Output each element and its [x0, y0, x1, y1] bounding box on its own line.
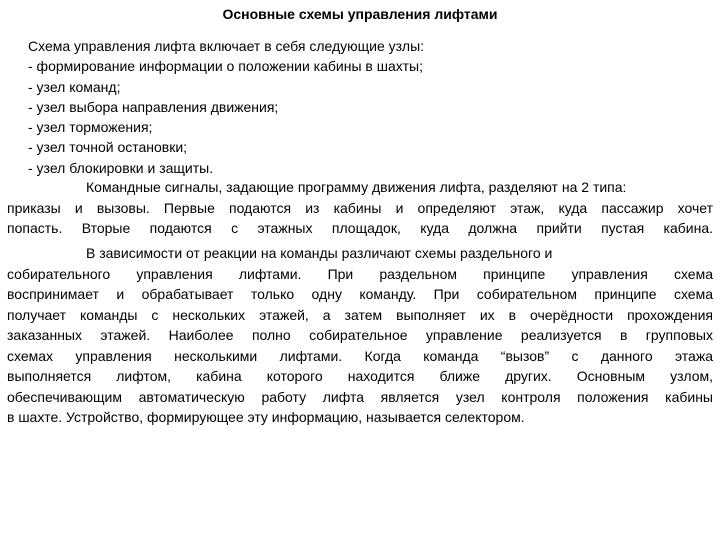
page-title: Основные схемы управления лифтами: [222, 6, 498, 22]
components-list: [28, 36, 708, 178]
paragraph-line: выполняется лифтом, кабина которого находится ближе других. Основным узлом,: [7, 368, 713, 384]
list-intro: Схема управления лифта включает в себя следующие узлы:: [28, 38, 425, 54]
paragraph-control-schemes: [7, 243, 713, 428]
list-item: - узел команд;: [28, 78, 121, 95]
paragraph-line: обеспечивающим автоматическую работу лифта является узел контроля положения кабины: [7, 388, 713, 405]
paragraph-line: попасть. Вторые подаются с этажных площадок, куда должна прийти пустая кабина.: [7, 220, 713, 236]
paragraph-line: В зависимости от реакции на команды различают схемы раздельного и: [86, 245, 553, 261]
paragraph-line: воспринимает и обрабатывает только одну команду. При собирательном принципе схема: [7, 286, 713, 302]
list-item: - узел блокировки и защиты.: [28, 159, 214, 176]
list-item: - формирование информации о положении кабины в шахты;: [28, 58, 423, 75]
paragraph-line: приказы и вызовы. Первые подаются из кабины и определяют этаж, куда пассажир хочет: [7, 199, 713, 216]
list-item: - узел выбора направления движения;: [28, 98, 279, 115]
paragraph-line: заказанных этажей. Наиболее полно собирательное управление реализуется в групповых: [7, 327, 713, 343]
list-item: - узел торможения;: [28, 119, 153, 136]
paragraph-command-signals: [7, 177, 713, 239]
paragraph-line: в шахте. Устройство, формирующее эту информацию, называется селектором.: [7, 409, 525, 425]
paragraph-line: Командные сигналы, задающие программу движения лифта, разделяют на 2 типа:: [86, 179, 627, 195]
paragraph-line: собирательного управления лифтами. При раздельном принципе управления схема: [7, 265, 713, 282]
paragraph-line: получает команды с нескольких этажей, а затем выполняет их в очерёдности прохождения: [7, 306, 713, 323]
paragraph-line: схемах управления несколькими лифтами. Когда команда “вызов” с данного этажа: [7, 347, 713, 364]
list-item: - узел точной остановки;: [28, 139, 188, 156]
